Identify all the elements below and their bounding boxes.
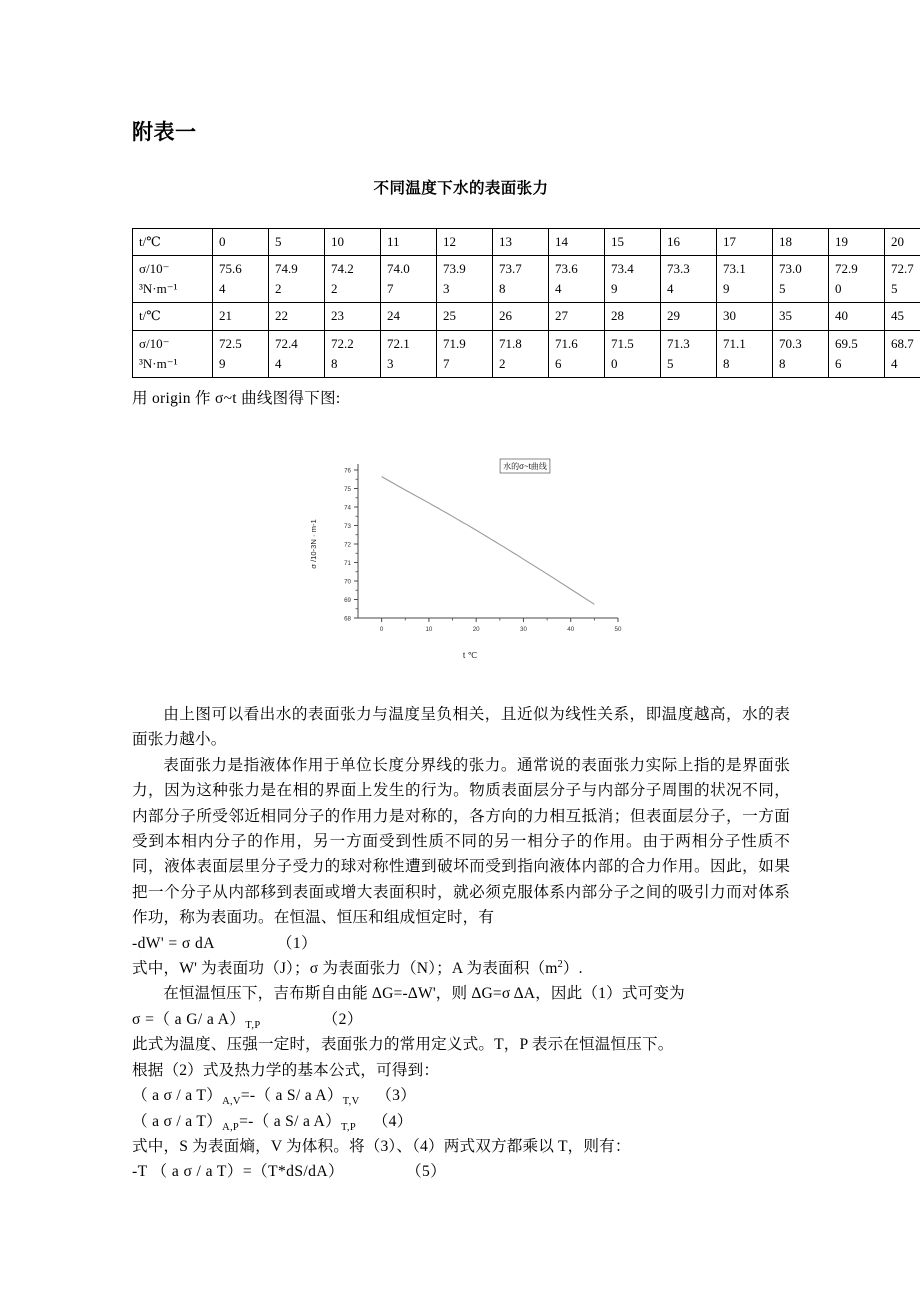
cell-sigma-tail: 4 (275, 355, 282, 371)
cell-sigma-head: 72.9 (835, 261, 858, 277)
paragraph-definition-note: 此式为温度、压强一定时，表面张力的常用定义式。T，P 表示在恒温恒压下。 (132, 1036, 674, 1054)
cell-sigma-head: 71.9 (443, 335, 466, 351)
cell-sigma (437, 330, 493, 377)
cell-sigma (829, 330, 885, 377)
cell-temp: 11 (381, 229, 437, 256)
cell-temp: 35 (773, 303, 829, 330)
equation-1 (132, 931, 790, 956)
cell-sigma (661, 256, 717, 303)
cell-sigma-head: 71.6 (555, 335, 578, 351)
cell-temp: 24 (381, 303, 437, 330)
cell-sigma-head: 71.5 (611, 335, 634, 351)
cell-sigma (885, 330, 920, 377)
y-axis-label: σ /10-3N · m-1 (309, 519, 318, 569)
symbol-definitions-superscript: 2 (557, 958, 563, 970)
cell-sigma-tail: 3 (387, 355, 394, 371)
row-label-sigma-line2: ³N·m⁻¹ (139, 355, 178, 371)
cell-temp: 26 (493, 303, 549, 330)
cell-sigma-head: 74.9 (275, 261, 298, 277)
cell-temp: 12 (437, 229, 493, 256)
cell-temp: 17 (717, 229, 773, 256)
paragraph-gibbs: 在恒温恒压下，吉布斯自由能 ΔG=-ΔW'，则 ΔG=σ ΔA，因此（1）式可变为 (163, 985, 685, 1003)
y-axis-tick-label: 73 (344, 523, 351, 531)
cell-sigma (549, 256, 605, 303)
cell-sigma-head: 73.3 (667, 261, 690, 277)
cell-sigma-tail: 5 (667, 355, 674, 371)
equation-5-number: （5） (406, 1163, 447, 1181)
paragraph-symbol-definitions (132, 956, 790, 981)
cell-temp: 16 (661, 229, 717, 256)
paragraph-entropy-note: 式中，S 为表面熵，V 为体积。将（3）、（4）两式双方都乘以 T，则有： (132, 1137, 631, 1155)
cell-sigma-head: 74.2 (331, 261, 354, 277)
cell-sigma-tail: 2 (499, 355, 506, 371)
paragraph-thermodynamics-intro: 根据（2）式及热力学的基本公式，可得到： (132, 1061, 440, 1079)
paragraph-surface-tension-theory: 表面张力是指液体作用于单位长度分界线的张力。通常说的表面张力实际上指的是界面张力，因为这种张力是在相的界面上发生的行为。物质表面层分子与内部分子周围的状况不同，内部分子所受邻近相同分子的作用力是对称的，各方向的力相互抵消；但表面层分子，一方面受到本相内分子的作用，另一方面受到性质不同的另一相分子的作用。由于两相分子性质不同，液体表面层里分子受力的球对称性遭到破坏而受到指向液体内部的合力作用。因此，如果把一个分子从内部移到表面或增大表面积时，就必须克服体系内部分子之间的吸引力而对体系作功，称为表面功。在恒温、恒压和组成恒定时，有 (132, 756, 790, 927)
cell-sigma-head: 73.7 (499, 261, 522, 277)
cell-sigma (213, 330, 269, 377)
cell-sigma-tail: 8 (723, 355, 730, 371)
cell-sigma (381, 256, 437, 303)
cell-sigma-head: 69.5 (835, 335, 858, 351)
symbol-definitions-pre: 式中，W' 为表面功（J）；σ 为表面张力（N）；A 为表面积（m (132, 960, 558, 978)
table-row (133, 256, 920, 303)
cell-temp: 30 (717, 303, 773, 330)
cell-sigma-tail: 3 (443, 281, 450, 297)
cell-sigma-head: 71.1 (723, 335, 746, 351)
x-axis-tick-label: 50 (614, 626, 622, 633)
cell-sigma-tail: 5 (891, 281, 898, 297)
table-row (133, 330, 920, 377)
cell-sigma (269, 330, 325, 377)
x-axis-tick-label: 0 (379, 626, 384, 633)
y-axis-tick-label: 72 (344, 541, 351, 549)
cell-sigma-tail: 6 (835, 355, 842, 371)
cell-sigma (717, 330, 773, 377)
equation-3-number: （3） (376, 1087, 417, 1105)
cell-sigma-tail: 7 (443, 355, 450, 371)
cell-sigma-head: 72.1 (387, 335, 410, 351)
cell-temp: 22 (269, 303, 325, 330)
body-text (132, 702, 790, 1185)
cell-sigma-tail: 8 (331, 355, 338, 371)
x-axis-label: t ℃ (462, 650, 478, 660)
cell-sigma (605, 256, 661, 303)
cell-sigma-head: 72.2 (331, 335, 354, 351)
cell-temp: 29 (661, 303, 717, 330)
cell-temp: 15 (605, 229, 661, 256)
cell-sigma (661, 330, 717, 377)
cell-temp: 20 (885, 229, 920, 256)
y-axis-tick-label: 71 (344, 560, 351, 568)
equation-3-and-4-row (132, 1083, 790, 1134)
cell-sigma-head: 72.4 (275, 335, 298, 351)
cell-temp: 10 (325, 229, 381, 256)
equation-5 (132, 1159, 790, 1184)
y-axis-tick-label: 75 (344, 486, 351, 494)
row-label-temperature: t/℃ (133, 303, 213, 330)
cell-sigma (773, 330, 829, 377)
equation-3-left: （ a σ / a T） (132, 1087, 223, 1105)
data-table (132, 228, 920, 378)
cell-temp: 40 (829, 303, 885, 330)
equation-4-left-subscript: A,P (222, 1121, 240, 1133)
equation-3-right: =-（ a S/ a A） (240, 1087, 343, 1105)
cell-sigma-head: 71.8 (499, 335, 522, 351)
cell-sigma-head: 73.1 (723, 261, 746, 277)
table-row (133, 303, 920, 330)
cell-sigma-tail: 9 (219, 355, 226, 371)
equation-2 (132, 1007, 790, 1032)
page-title: 附表一 (132, 120, 197, 144)
cell-sigma-tail: 8 (499, 281, 506, 297)
cell-temp: 14 (549, 229, 605, 256)
cell-sigma-tail: 2 (331, 281, 338, 297)
cell-sigma (717, 256, 773, 303)
cell-sigma-tail: 6 (555, 355, 562, 371)
chart-title: 水的σ~t曲线 (503, 462, 547, 471)
cell-sigma-tail: 9 (723, 281, 730, 297)
x-axis-tick-label: 20 (472, 626, 480, 633)
table-caption: 不同温度下水的表面张力 (373, 180, 549, 197)
cell-sigma-tail: 9 (611, 281, 618, 297)
equation-2-body: σ =（ a G/ a A） (132, 1010, 246, 1028)
equation-3 (132, 1083, 416, 1108)
cell-sigma (493, 330, 549, 377)
surface-tension-table (132, 228, 914, 378)
symbol-definitions-post: ）. (562, 960, 583, 978)
row-label-sigma (133, 330, 213, 377)
cell-temp: 27 (549, 303, 605, 330)
paragraph-conclusion: 由上图可以看出水的表面张力与温度呈负相关，且近似为线性关系，即温度越高，水的表面张力越小。 (132, 706, 790, 749)
cell-sigma-head: 70.3 (779, 335, 802, 351)
cell-sigma-tail: 4 (891, 355, 898, 371)
cell-sigma (773, 256, 829, 303)
row-label-sigma-line1: σ/10⁻ (139, 261, 170, 277)
y-axis-tick-label: 70 (344, 578, 351, 586)
cell-sigma (493, 256, 549, 303)
cell-sigma-tail: 7 (387, 281, 394, 297)
cell-temp: 19 (829, 229, 885, 256)
equation-3-right-subscript: T,V (342, 1096, 360, 1108)
y-axis-tick-label: 76 (344, 467, 351, 475)
equation-3-left-subscript: A,V (222, 1096, 241, 1108)
cell-sigma-head: 74.0 (387, 261, 410, 277)
cell-sigma-tail: 4 (555, 281, 562, 297)
row-label-sigma-line1: σ/10⁻ (139, 335, 170, 351)
cell-sigma-tail: 4 (667, 281, 674, 297)
row-label-sigma-line2: ³N·m⁻¹ (139, 281, 178, 297)
cell-sigma (325, 330, 381, 377)
sigma-vs-temperature-chart (300, 452, 630, 664)
cell-sigma (213, 256, 269, 303)
cell-sigma (829, 256, 885, 303)
cell-temp: 21 (213, 303, 269, 330)
equation-2-number: （2） (322, 1010, 363, 1028)
cell-sigma-head: 73.0 (779, 261, 802, 277)
cell-sigma (605, 330, 661, 377)
cell-sigma-head: 75.6 (219, 261, 242, 277)
cell-temp: 45 (885, 303, 920, 330)
equation-1-body: -dW' = σ dA (132, 934, 215, 952)
equation-4 (132, 1109, 413, 1134)
y-axis-tick-label: 69 (344, 597, 351, 605)
equation-4-number: （4） (372, 1112, 413, 1130)
cell-temp: 0 (213, 229, 269, 256)
cell-sigma (885, 256, 920, 303)
cell-sigma (269, 256, 325, 303)
cell-sigma-head: 73.4 (611, 261, 634, 277)
equation-4-right: =-（ a S/ a A） (239, 1112, 341, 1130)
chart-svg (300, 452, 630, 664)
equation-2-subscript: T,P (245, 1019, 261, 1031)
cell-temp: 13 (493, 229, 549, 256)
x-axis-tick-label: 30 (520, 626, 527, 633)
equation-1-number: （1） (276, 934, 318, 952)
cell-sigma-tail: 2 (275, 281, 282, 297)
cell-temp: 23 (325, 303, 381, 330)
cell-sigma (381, 330, 437, 377)
cell-sigma (549, 330, 605, 377)
origin-note: 用 origin 作 σ~t 曲线图得下图: (132, 390, 341, 407)
y-axis-tick-label: 74 (344, 504, 351, 512)
y-axis-tick-label: 68 (344, 615, 351, 623)
cell-temp: 25 (437, 303, 493, 330)
cell-sigma-head: 73.6 (555, 261, 578, 277)
cell-sigma-head: 72.7 (891, 261, 914, 277)
cell-sigma-head: 72.5 (219, 335, 242, 351)
equation-4-left: （ a σ / a T） (132, 1112, 223, 1130)
row-label-sigma (133, 256, 213, 303)
equation-4-right-subscript: T,P (340, 1121, 356, 1133)
cell-sigma-head: 71.3 (667, 335, 690, 351)
cell-sigma-tail: 5 (779, 281, 786, 297)
cell-sigma-tail: 0 (835, 281, 842, 297)
cell-temp: 18 (773, 229, 829, 256)
cell-sigma-tail: 0 (611, 355, 618, 371)
x-axis-tick-label: 10 (425, 626, 433, 633)
x-axis-tick-label: 40 (567, 626, 575, 633)
cell-sigma (325, 256, 381, 303)
table-row (133, 229, 920, 256)
cell-sigma-head: 73.9 (443, 261, 466, 277)
cell-sigma-tail: 8 (779, 355, 786, 371)
chart-series-line (382, 477, 595, 605)
cell-temp: 5 (269, 229, 325, 256)
cell-temp: 28 (605, 303, 661, 330)
cell-sigma-tail: 4 (219, 281, 226, 297)
row-label-temperature: t/℃ (133, 229, 213, 256)
cell-sigma (437, 256, 493, 303)
equation-5-body: -T （ a σ / a T）=（T*dS/dA） (132, 1163, 345, 1181)
cell-sigma-head: 68.7 (891, 335, 914, 351)
